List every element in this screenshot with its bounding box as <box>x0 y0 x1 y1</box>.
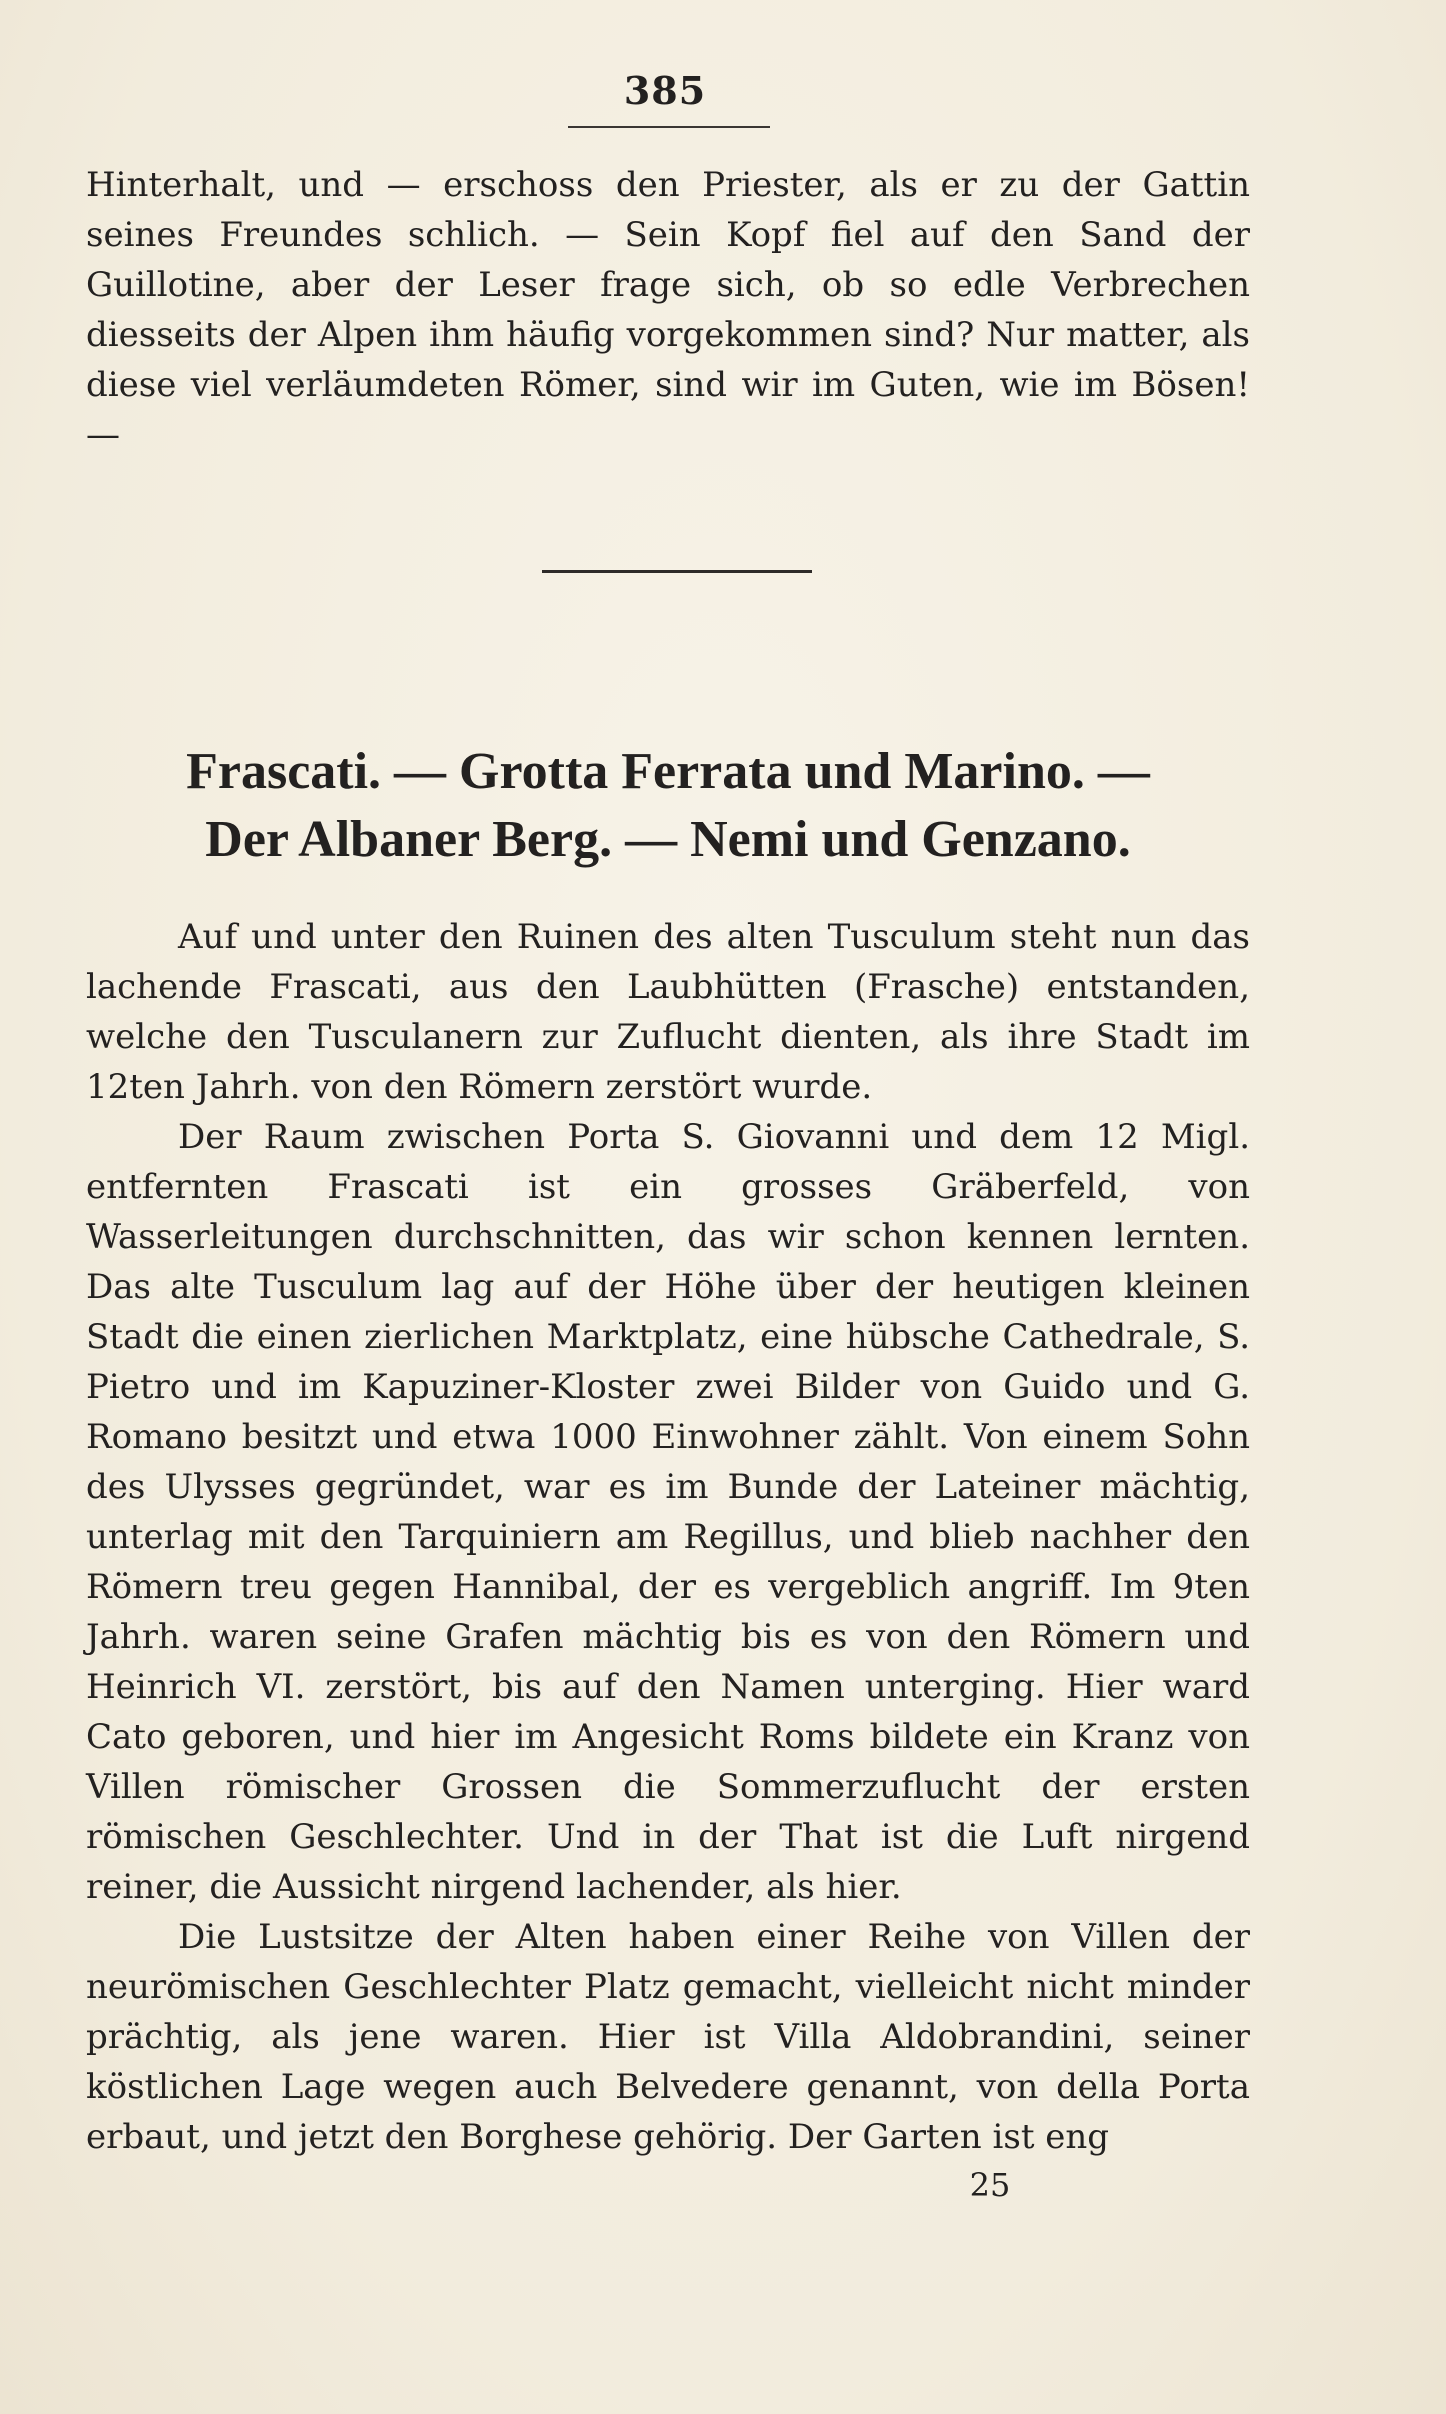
section-title-line-1: Frascati. — Grotta Ferrata und Marino. — <box>186 743 1150 800</box>
page-number: 385 <box>623 68 707 113</box>
intro-paragraph: Hinterhalt, und — erschoss den Priester, als er zu der Gattin seines Freundes schlich. — Sein Kopf fiel auf den Sand der Guillotine, aber der Leser frage sich, ob so edle Verbrechen diesseits der Alpen ihm häufig vorgekommen sind? Nur matter, als diese viel verläumdeten Römer, sind wir im Guten, wie im Bösen! — <box>86 165 1250 455</box>
section-divider <box>542 570 812 573</box>
section-title-line-2: Der Albaner Berg. — Nemi und Genzano. <box>205 811 1131 868</box>
section-title <box>86 738 1250 874</box>
intro-paragraph-block <box>86 160 1250 460</box>
body-paragraph-2: Der Raum zwischen Porta S. Giovanni und dem 12 Migl. entfernten Frascati ist ein grosses Gräberfeld, von Wasserleitungen durchschnitten, das wir schon kennen lernten. Das alte Tusculum lag auf der Höhe über der heutigen kleinen Stadt die einen zierlichen Marktplatz, eine hübsche Cathedrale, S. Pietro und im Kapuziner-Kloster zwei Bilder von Guido und G. Romano besitzt und etwa 1000 Einwohner zählt. Von einem Sohn des Ulysses gegründet, war es im Bunde der Lateiner mächtig, unterlag mit den Tarquiniern am Regillus, und blieb nachher den Römern treu gegen Hannibal, der es vergeblich angriff. Im 9ten Jahrh. waren seine Grafen mächtig bis es von den Römern und Heinrich VI. zerstört, bis auf den Namen unterging. Hier ward Cato geboren, und hier im Angesicht Roms bildete ein Kranz von Villen römischer Grossen die Sommerzuflucht der ersten römischen Geschlechter. Und in der That ist die Luft nirgend reiner, die Aussicht nirgend lachender, als hier. <box>86 1117 1250 1907</box>
section-body <box>86 912 1250 2162</box>
signature-mark: 25 <box>969 2166 1011 2204</box>
header-rule <box>568 126 770 128</box>
body-paragraph-3: Die Lustsitze der Alten haben einer Reihe von Villen der neurömischen Geschlechter Platz gemacht, vielleicht nicht minder prächtig, als jene waren. Hier ist Villa Aldobrandini, seiner köstlichen Lage wegen auch Belvedere genannt, von della Porta erbaut, und jetzt den Borghese gehörig. Der Garten ist eng <box>86 1917 1250 2157</box>
body-paragraph-1: Auf und unter den Ruinen des alten Tusculum steht nun das lachende Frascati, aus den Laubhütten (Frasche) entstanden, welche den Tusculanern zur Zuflucht dienten, als ihre Stadt im 12ten Jahrh. von den Römern zerstört wurde. <box>86 917 1250 1107</box>
